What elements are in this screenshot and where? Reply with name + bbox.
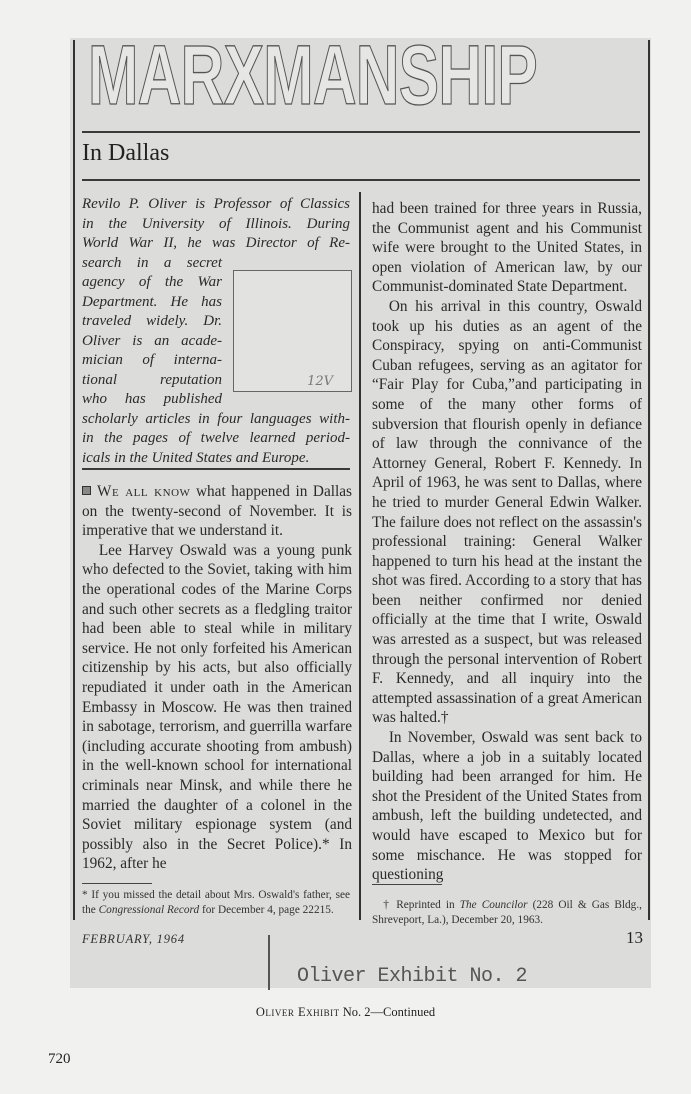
- left-column: [82, 482, 352, 874]
- bio-line: Revilo P. Oliver is Professor of Classics: [82, 196, 350, 212]
- right-column: [372, 199, 642, 885]
- bio-line: in the University of Illinois. During: [82, 215, 350, 232]
- left-border-rule: [73, 40, 75, 920]
- lead-paragraph: [82, 482, 352, 541]
- author-photo: [233, 270, 352, 392]
- section-bullet-icon: [82, 486, 91, 495]
- bio-line: in the pages of twelve learned period-: [82, 430, 350, 446]
- stamp-divider-rule: [268, 935, 270, 990]
- bio-rule: [82, 468, 350, 470]
- footnote-rule-left: [82, 883, 152, 884]
- masthead-rule: [82, 131, 640, 133]
- section-title: In Dallas: [82, 140, 170, 166]
- footnote-right: [372, 898, 642, 928]
- bio-line: search in a secret: [82, 254, 222, 271]
- footnote-text: † Reprinted in: [383, 899, 460, 911]
- column-divider-rule: [359, 192, 361, 920]
- body-paragraph: In November, Oswald was sent back to Dallas, where a job in a suitably located building had been arranged for him. He shot the President of the United States from ambush, left the building undetected, and would have escaped to Mexico but for some mischance. He was stopped for questioning: [372, 729, 642, 884]
- body-paragraph: Lee Harvey Oswald was a young punk who defected to the Soviet, taking with him the operational codes of the Marine Corps and such other secrets as a fledgling traitor had been able to steal while in military service. He not only forfeited his American citizenship by his acts, but also officially repudiated it under oath in the American Embassy in Moscow. He was then trained in sabotage, terrorism, and guerrilla warfare (including accurate shooting from ambush) in the well-known school for international criminals near Minsk, and while there he married the daughter of a colonel in the Soviet military espionage system (and possibly also in the Secret Police).* In 1962, after he: [82, 541, 352, 873]
- footnote-text: (228 Oil & Gas Bldg., Shreveport, La.), December 20, 1963.: [372, 899, 642, 926]
- bio-line: who has published: [82, 391, 222, 407]
- right-border-rule: [648, 40, 650, 920]
- footnote-text: for December 4, page 22215.: [199, 904, 334, 916]
- bio-line: Oliver is an acade-: [82, 332, 222, 349]
- bio-line: tional reputation: [82, 371, 222, 388]
- exhibit-caption: [0, 1005, 691, 1020]
- issue-dateline: FEBRUARY, 1964: [82, 932, 185, 946]
- exhibit-caption-text: No. 2—Continued: [339, 1005, 436, 1019]
- bio-line: agency of the War: [82, 274, 222, 290]
- bio-line: Department. He has: [82, 293, 222, 310]
- bio-line: scholarly articles in four languages with-: [82, 410, 350, 427]
- magazine-page-number: 13: [626, 928, 643, 947]
- hearing-page-number: 720: [48, 1051, 71, 1067]
- exhibit-stamp: Oliver Exhibit No. 2: [297, 965, 528, 988]
- masthead-title: MARXMANSHIP: [88, 28, 538, 122]
- bio-line: traveled widely. Dr.: [82, 313, 222, 329]
- section-rule: [82, 179, 640, 181]
- bio-line: icals in the United States and Europe.: [82, 449, 310, 466]
- lead-text: what happened in Dallas on the twenty-second of November. It is imperative that we understand it.: [82, 483, 353, 540]
- footnote-citation: The Councilor: [459, 899, 528, 911]
- footnote-citation: Congressional Record: [98, 904, 200, 916]
- exhibit-caption-smallcaps: Oliver Exhibit: [255, 1005, 340, 1019]
- footnote-rule-right: [372, 884, 442, 885]
- bio-line: World War II, he was Director of Re-: [82, 235, 350, 251]
- body-paragraph: had been trained for three years in Russia, the Communist agent and his Communist wife were brought to the United States, in open violation of American law, by our Communist-dominated State Department.: [372, 200, 642, 296]
- bio-line: mician of interna-: [82, 352, 222, 368]
- photo-signature: 12V: [307, 374, 333, 389]
- lead-smallcaps: We all know: [97, 483, 191, 500]
- footnote-left: [82, 888, 350, 918]
- body-paragraph: On his arrival in this country, Oswald took up his duties as an agent of the Conspiracy, spying on anti-Communist Cuban refugees, serving as an agitator for “Fair Play for Cuba,”and participating in some of the many other forms of subversion that flourish openly in defiance of law through the connivance of the Attorney General, Robert F. Kennedy. In April of 1963, he was sent to Dallas, where he tried to murder General Edwin Walker. The failure does not reflect on the assassin's professional training: General Walker happened to turn his head at the instant the shot was fired. According to a story that has been neither confirmed nor denied officially at the time that I write, Oswald was arrested as a suspect, but was released through the personal intervention of Robert F. Kennedy, and all inquiry into the attempted assassination of a great American was halted.†: [372, 297, 642, 727]
- footnote-text: * If you missed the detail about Mrs. Oswald's father, see the: [82, 889, 350, 916]
